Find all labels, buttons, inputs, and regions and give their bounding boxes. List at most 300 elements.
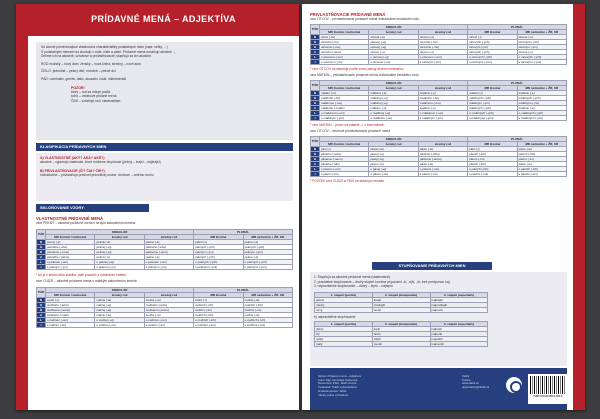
case-label: G [311,151,320,156]
table-cell: cudziu (-iu) [95,312,144,317]
table-cell: otcovo (-o) [418,49,467,54]
table-cell: otcovej (-ej) [369,44,418,49]
barcode-icon [530,376,566,394]
table-cell: pekných (-ých) [243,244,292,249]
table-note: * vzor MATKIN – pozor na písanie -i- v koncovkách [310,122,385,127]
table-cell: o matkiných (-ých) [517,110,566,115]
table-cell: cudzím (-ím) [243,307,292,312]
case-label: G [311,39,320,44]
intro-box [36,42,293,140]
table-cell: s pekným (-ým) [144,264,193,269]
table-cell: o cudzom (-om) [144,317,193,322]
table-cell: najväčší [430,337,488,342]
declension-block-1 [36,216,293,328]
table-cell: krajší [372,297,430,302]
sub-text: vzor OTCOV – druhové privlastňovacie prídavné mená [310,129,391,134]
table-cell: otcovo (-o) [418,34,467,39]
table-cell: s pávím (-ím) [418,171,467,176]
table-cell: s pávím (-ím) [320,171,369,176]
table-cell: otcovým (-ým) [468,44,517,49]
table-cell: o cudzej (-ej) [95,317,144,322]
case-label: I [37,264,46,269]
table-cell: cudzieho (-ieho) [46,302,95,307]
table-cell: s cudzou (-ou) [95,322,144,327]
footer-line: Taktik [462,374,470,378]
footer-line: Grafická úprava: Taktik [318,388,347,393]
table-cell: o otcovom (-om) [418,54,467,59]
table-cell: otcových (-ých) [468,49,517,54]
comparison-box [310,272,567,366]
table-cell: pávie (-ie) [517,161,566,166]
table-cell: horší [372,332,430,337]
section-sklonovanie: SKLOŇOVANIE VZORY: [36,204,149,212]
col-header: PÁD [311,136,320,146]
col-header: MR životné / neživotné [320,29,369,34]
table-cell: matkiných (-ých) [468,95,517,100]
col-header: MR neživotné + ŽR, SR [517,29,566,34]
col-header: MR životné [194,292,243,297]
footer [310,368,567,410]
declension-table-matkin [310,80,567,121]
comparison-table-irregular [314,321,488,347]
table-cell: o pávích (-ích) [468,166,517,171]
table-cell: pávie (-ie) [418,161,467,166]
case-label: I [311,115,320,120]
table-cell: najhorší [430,332,488,337]
intro-line: Delíme ich na akostné, vzťahové a privlastňovacie; stupňujú sa len akostné. [41,54,152,59]
table-cell: s otcovými (-ými) [468,59,517,64]
table-cell: matkinho / matkin [320,105,369,110]
footer-line: Názov: Prídavné mená – Adjektíva [318,374,361,378]
sub-text: vzor PEKNÝ – akostné prídavné mená s tvrdým zakončením kmeňa [36,221,136,225]
declension-table-otcov [310,24,567,65]
table-cell: o peknej (-ej) [95,259,144,264]
case-label: N [311,146,320,151]
table-cell: veľký [315,337,373,342]
table-cell: pekný [315,297,373,302]
table-cell: matkiných (-ých) [517,95,566,100]
col-header: 3. stupeň (superlatív) [430,322,488,327]
table-cell: otcových (-ých) [517,39,566,44]
table-row [311,59,567,64]
table-cell: o otcovom (-om) [320,54,369,59]
table-cell: múdrejší [372,302,430,307]
table-cell: s pávími (-ími) [517,171,566,176]
table-cell: o pávej (-ej) [369,166,418,171]
table-cell: s cudzími (-ími) [243,322,292,327]
col-group-header: PLURÁL [194,287,293,292]
table-cell: pekní (-í) [194,239,243,244]
footer-line: Recenzent: PhDr. Martin Kovár [318,381,357,386]
table-cell: páviu (-iu) [369,161,418,166]
table-cell: pávieho (-ieho) [320,151,369,156]
col-header: 1. stupeň (pozitív) [315,292,373,297]
col-header: ženský rod [369,85,418,90]
right-edge-band [573,4,585,410]
table-row [315,342,488,347]
sub-text: b) nepravidelné stupňovanie [314,314,356,319]
table-cell: pávia (-ia) [369,146,418,151]
table-cell: cudziemu (-iemu) [46,307,95,312]
table-cell: s matkiným (-ým) [418,115,467,120]
col-header: MR neživotné + ŽR, SR [517,85,566,90]
table-cell: s peknou (-ou) [95,264,144,269]
table-cell: matkiným (-ým) [517,100,566,105]
table-cell: o matkinom (-om) [320,110,369,115]
table-cell: nový [315,307,373,312]
table-cell: väčší [372,337,430,342]
declension-table-pavi [310,136,567,177]
table-cell: s pávou (-ou) [369,171,418,176]
col-header: MR životné [468,141,517,146]
table-cell: s matkinými (-ými) [517,115,566,120]
case-label: A [37,312,46,317]
col-header: PÁD [311,80,320,90]
table-cell: cudzích (-ích) [194,302,243,307]
col-group-header: SINGULÁR [320,136,468,141]
footer-line: Košice [462,377,471,382]
table-cell: cudzím (-ím) [194,307,243,312]
table-cell: pávieho / páví [320,161,369,166]
table-cell: matkiných (-ých) [468,105,517,110]
table-cell: malý [315,342,373,347]
case-label: I [311,171,320,176]
col-group-header: PLURÁL [468,136,567,141]
table-cell: matkinmu (-mu) [320,100,369,105]
table-cell: otcovho (-ho) [418,39,467,44]
classification-box [36,153,293,201]
table-cell: otcova (-a) [369,34,418,39]
col-group-header: PLURÁL [194,229,293,234]
table-cell: cudzie (-ie) [243,312,292,317]
table-cell: cudzie (-ie) [243,297,292,302]
table-cell: otcovým (-ým) [517,44,566,49]
sub-text: vzor MATKIN – privlastňovacie prídavné mená individuálne ženského rodu [310,73,419,78]
table-cell: matkine (-e) [517,105,566,110]
table-cell: cudzia (-ia) [95,297,144,302]
case-label: N [311,90,320,95]
table-cell: matkinho (-ho) [418,95,467,100]
table-cell: o matkiných (-ých) [468,110,517,115]
table-cell: cudzí (-í) [194,297,243,302]
table-cell: pekné (-é) [144,239,193,244]
case-label: A [37,254,46,259]
case-label: D [311,100,320,105]
col-header: MR životné [194,234,243,239]
table-cell: pávích (-ích) [517,151,566,156]
table-cell: cudzej (-ej) [95,302,144,307]
table-cell: otcovej (-ej) [369,39,418,44]
table-cell: pekného / pekný [46,254,95,259]
table-cell: o matkinej (-ej) [369,110,418,115]
table-cell: s pekným (-ým) [46,264,95,269]
table-cell: s cudzím (-ím) [144,322,193,327]
pozor-line: koho – vzťahové pridané mená [71,94,117,99]
case-label: N [37,239,46,244]
col-header: MR životné [468,85,517,90]
col-group-header: SINGULÁR [320,24,468,29]
col-group-header: SINGULÁR [46,229,194,234]
isbn-text: ISBN 978-80-8061-000-0 [533,395,563,398]
right-page [302,4,585,410]
table-cell: najmúdrejší [430,302,488,307]
col-header: MR neživotné + ŽR, SR [243,292,292,297]
table-cell: matkin (-in) [320,90,369,95]
table-cell: matkinej (-ej) [369,100,418,105]
table-cell: pávie (-ie) [517,146,566,151]
table-cell: pekným (-ým) [243,249,292,254]
table-cell: peknej (-ej) [95,249,144,254]
table-cell: matkina (-a) [369,90,418,95]
table-cell: s otcovým (-ým) [418,59,467,64]
table-cell: s pávími (-ími) [468,171,517,176]
col-header: stredný rod [144,292,193,297]
case-label: D [311,156,320,161]
table-cell: o cudzích (-ích) [194,317,243,322]
col-header: 3. stupeň (superlatív) [430,292,488,297]
col-header: MR životné / neživotné [46,234,95,239]
table-cell: najnovší [430,307,488,312]
table-cell: pávieho (-ieho) [418,151,467,156]
table-cell: o pávom (-om) [418,166,467,171]
table-cell: matkinho (-ho) [320,95,369,100]
table-cell: páví (-í) [468,146,517,151]
table-cell: otcovmu (-mu) [320,44,369,49]
table-cell: pávím (-ím) [468,156,517,161]
col-header: MR neživotné + ŽR, SR [517,141,566,146]
intro-example: ROD mužský – nový dom; ženský – nová kniha; stredný – nové auto [41,61,141,66]
col-header: 2. stupeň (komparatív) [372,322,430,327]
case-label: D [37,307,46,312]
table-cell: dobrý [315,327,373,332]
col-header: MR životné / neživotné [320,85,369,90]
table-cell: s otcovým (-ým) [320,59,369,64]
table-cell: o cudzom (-om) [46,317,95,322]
col-header: MR životné / neživotné [320,141,369,146]
table-note: * POZOR! vzor CUDZÍ a PÁVÍ sa skloňujú rovnako [310,178,385,183]
footer-imprint [318,375,458,397]
section-stupnovanie: STUPŇOVANIE PRÍDAVNÝCH MIEN [372,262,492,270]
table-cell: cudzej (-ej) [95,307,144,312]
sub-heading: PRIVLASTŇOVACIE PRÍDAVNÉ MENÁ [310,12,386,17]
table-cell: otcovu (-u) [369,49,418,54]
publisher-logo-icon [506,377,522,393]
table-cell: pekných (-ých) [194,244,243,249]
table-cell: otcov (-ov) [320,34,369,39]
table-cell: cudzích (-ích) [243,302,292,307]
table-cell: o otcovej (-ej) [369,54,418,59]
col-header: MR životné / neživotné [46,292,95,297]
table-cell: o pávom (-om) [320,166,369,171]
case-label: D [37,249,46,254]
table-cell: cudzieho / cudzí [46,312,95,317]
case-label: A [311,49,320,54]
footer-line: Vydavateľ: Taktik vydavateľstvo [318,385,357,390]
case-label: A [311,161,320,166]
table-cell: s peknými (-ými) [194,264,243,269]
case-label: G [37,244,46,249]
comparison-line: 1. Stupňujú sa akostné prídavné mená (vlastnostné). [314,275,392,279]
table-cell: otcovi (-i) [468,34,517,39]
footer-line: Všetky práva vyhradené. [318,392,349,397]
declension-table-pekny [36,229,293,270]
intro-line: Sú slovné pomenúvajúce vlastnosti a charakteristiky podstatných mien (napr. veľký, ...) [41,45,168,49]
table-cell: s otcovými (-ými) [517,59,566,64]
table-cell: pekných (-ých) [194,254,243,259]
table-cell: pekného (-ého) [46,244,95,249]
table-row [37,264,293,269]
table-cell: cudzie (-ie) [144,297,193,302]
col-header: ženský rod [369,29,418,34]
table-cell: pekná (-á) [95,239,144,244]
footer-line: objednavky@taktik.sk [462,385,490,390]
table-cell: menší [372,342,430,347]
sub-text: vzor OTCOV – privlastňovacie prídavné mená individuálne mužského rodu [310,17,420,21]
left-page [16,4,299,410]
col-header: ženský rod [95,292,144,297]
table-cell: o pekných (-ých) [243,259,292,264]
case-label: N [311,34,320,39]
case-label: N [37,297,46,302]
case-label: L [311,110,320,115]
table-cell: s matkinými (-ými) [468,115,517,120]
table-cell: novší [372,307,430,312]
table-row [311,171,567,176]
col-header: MR neživotné + ŽR, SR [243,234,292,239]
class-a-text: akostné – vyjadrujú vlastnosti, ktoré môžeme stupňovať (pekný – krajší – najkrajší) [40,160,161,164]
case-label: G [311,95,320,100]
table-cell: o pávích (-ích) [517,166,566,171]
case-label: L [37,259,46,264]
comparison-line: 3. nepravidelné stupňovanie – dobrý – lepší – najlepší [314,284,393,289]
table-cell: otcove (-e) [517,34,566,39]
table-cell: s cudzími (-ími) [194,322,243,327]
table-cell: matkini (-i) [468,90,517,95]
table-cell: matkine (-e) [517,90,566,95]
declension-table-cudzi [36,287,293,328]
table-cell: matkinmu (-mu) [418,100,467,105]
table-cell: pávej (-ej) [369,156,418,161]
table-cell: páviemu (-iemu) [418,156,467,161]
intro-line: S podstatnými menami sa zhodujú v rode, čísle a páde. Prídavné mená označujú akostné ... [41,49,176,54]
table-cell: pávie (-ie) [418,146,467,151]
table-cell: o matkinom (-om) [418,110,467,115]
case-label: L [311,54,320,59]
table-cell: matkinu (-u) [369,105,418,110]
col-header: PÁD [311,24,320,34]
page-title: PRÍDAVNÉ MENÁ – ADJEKTÍVA [91,14,236,24]
case-label: I [311,59,320,64]
comparison-table-regular [314,292,488,313]
col-group-header: SINGULÁR [320,80,468,85]
comparison-line: 2. pravidelné stupňovanie – druhý stupeň tvoríme príponami -ší, -ejší, -ší; tretí predponou naj- [314,279,451,284]
table-cell: najlepší [430,327,488,332]
table-cell: cudzí (-í) [46,297,95,302]
left-edge-band [16,4,28,410]
table-cell: matkiným (-ým) [468,100,517,105]
table-cell: s matkinou (-ou) [369,115,418,120]
table-row [37,322,293,327]
table-cell: pekné (-é) [243,254,292,259]
table-cell: o otcových (-ých) [468,54,517,59]
table-cell: otcovho (-ho) [320,39,369,44]
table-cell: pávím (-ím) [517,156,566,161]
table-cell: matkino (-o) [418,90,467,95]
case-label: D [311,44,320,49]
col-header: PÁD [37,229,46,239]
table-cell: pekný (-ý) [46,239,95,244]
table-cell: peknej (-ej) [95,244,144,249]
table-cell: s matkiným (-ým) [320,115,369,120]
col-header: 2. stupeň (komparatív) [372,292,430,297]
intro-example: ČÍSLO: jednotné – pekný deň; množné – pekné dni [41,69,116,74]
table-cell: o pekných (-ých) [194,259,243,264]
table-cell: o otcových (-ých) [517,54,566,59]
table-cell: matkinej (-ej) [369,95,418,100]
table-cell: pekného (-ého) [144,244,193,249]
table-row [311,115,567,120]
table-cell: s peknými (-ými) [243,264,292,269]
class-b-text: individuálne – privlastňujú predmet jednotlivej osobe; druhové – celému druhu [40,172,154,177]
table-cell: s cudzím (-ím) [46,322,95,327]
table-cell: s otcovou (-ou) [369,59,418,64]
table-cell: cudzích (-ích) [194,312,243,317]
table-cell: múdry [315,302,373,307]
pozor-label: POZOR! [71,85,85,90]
case-label: A [311,105,320,110]
sub-text: vzor CUDZÍ – akostné prídavné mená s mäkkým zakončením kmeňa [36,279,137,284]
table-cell: otcove (-e) [517,49,566,54]
col-group-header: SINGULÁR [46,287,194,292]
table-cell: peknú (-ú) [95,254,144,259]
col-header: stredný rod [418,141,467,146]
class-b-title: B) PRIVLASTŇOVACIE (ČÍ? ČIA? ČIE?) [40,168,105,173]
col-group-header: PLURÁL [468,80,567,85]
table-cell: pávej (-ej) [369,151,418,156]
section-klasifikacia: KLASIFIKÁCIA PRÍDAVNÝCH MIEN [36,143,293,151]
table-cell: pávích (-ích) [468,161,517,166]
table-cell: matkino (-o) [418,105,467,110]
table-cell: otcových (-ých) [468,39,517,44]
table-cell: zlý [315,332,373,337]
sub-heading: VLASTNOSTNÉ PRÍDAVNÉ MENÁ [36,216,104,221]
barcode [528,374,568,404]
col-header: stredný rod [418,85,467,90]
pozor-line: ktorý – rod sa určuje podľa [71,89,111,94]
table-cell: najmenší [430,342,488,347]
footer-line: Autor: Mgr. Dominika Hudecová [318,377,358,382]
case-label: G [37,302,46,307]
table-cell: najkrajší [430,297,488,302]
table-cell: otcovho / otcov [320,49,369,54]
table-cell: o cudzích (-ích) [243,317,292,322]
table-cell: o peknom (-om) [46,259,95,264]
table-cell: o peknom (-om) [144,259,193,264]
case-label: L [37,317,46,322]
table-cell: cudzie (-ie) [144,312,193,317]
footer-publisher [462,375,502,390]
col-header: stredný rod [144,234,193,239]
title-band [28,4,299,36]
footer-line: www.taktik.sk [462,381,479,386]
col-header: stredný rod [418,29,467,34]
table-cell: pekné (-é) [243,239,292,244]
table-cell: otcovmu (-mu) [418,44,467,49]
col-header: ženský rod [369,141,418,146]
case-label: I [37,322,46,327]
table-cell: peknému (-ému) [144,249,193,254]
table-cell: cudziemu (-iemu) [144,307,193,312]
